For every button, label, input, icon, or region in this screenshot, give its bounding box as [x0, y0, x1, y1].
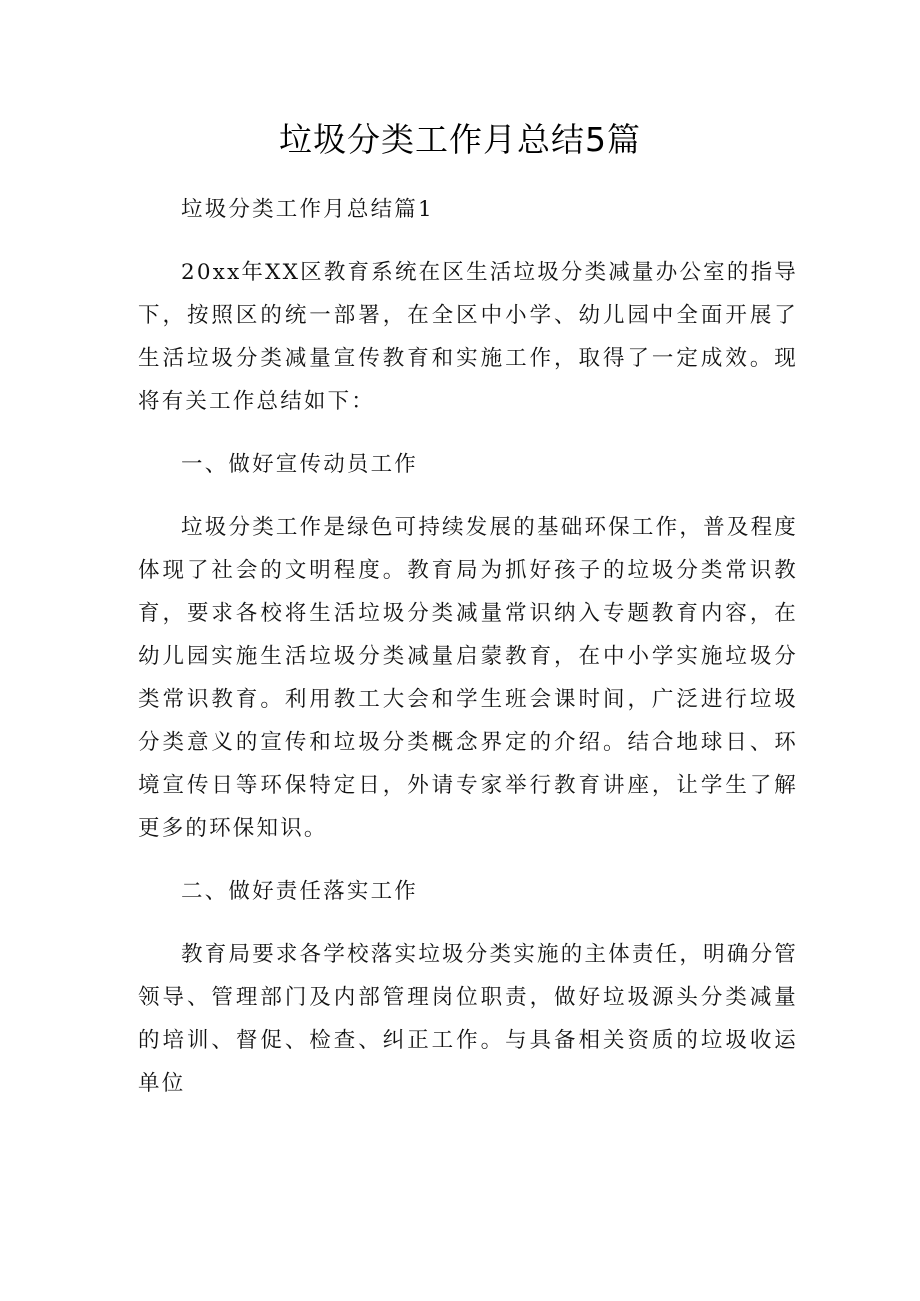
intro-paragraph: 20xx年XX区教育系统在区生活垃圾分类减量办公室的指导下，按照区的统一部署，在全区中小学、幼儿园中全面开展了生活垃圾分类减量宣传教育和实施工作，取得了一定成效。现将有关工作总结如下： — [138, 260, 798, 414]
section-heading-responsibility: 二、做好责任落实工作 — [181, 879, 419, 904]
document-subtitle: 垃圾分类工作月总结篇1 — [181, 197, 434, 222]
section-text-publicity: 垃圾分类工作是绿色可持续发展的基础环保工作，普及程度体现了社会的文明程度。教育局为抓好孩子的垃圾分类常识教育，要求各校将生活垃圾分类减量常识纳入专题教育内容，在幼儿园实施生活垃圾分类减量启蒙教育，在中小学实施垃圾分类常识教育。利用教工大会和学生班会课时间，广泛进行垃圾分类意义的宣传和垃圾分类概念界定的介绍。结合地球日、环境宣传日等环保特定日，外请专家举行教育讲座，让学生了解更多的环保知识。 — [138, 515, 798, 841]
section-text-responsibility: 教育局要求各学校落实垃圾分类实施的主体责任，明确分管领导、管理部门及内部管理岗位职责，做好垃圾源头分类减量的培训、督促、检查、纠正工作。与具备相关资质的垃圾收运单位 — [138, 942, 798, 1096]
document-body — [138, 188, 798, 1125]
document-title: 垃圾分类工作月总结5篇 — [279, 120, 641, 159]
section-heading-publicity: 一、做好宣传动员工作 — [181, 452, 419, 477]
